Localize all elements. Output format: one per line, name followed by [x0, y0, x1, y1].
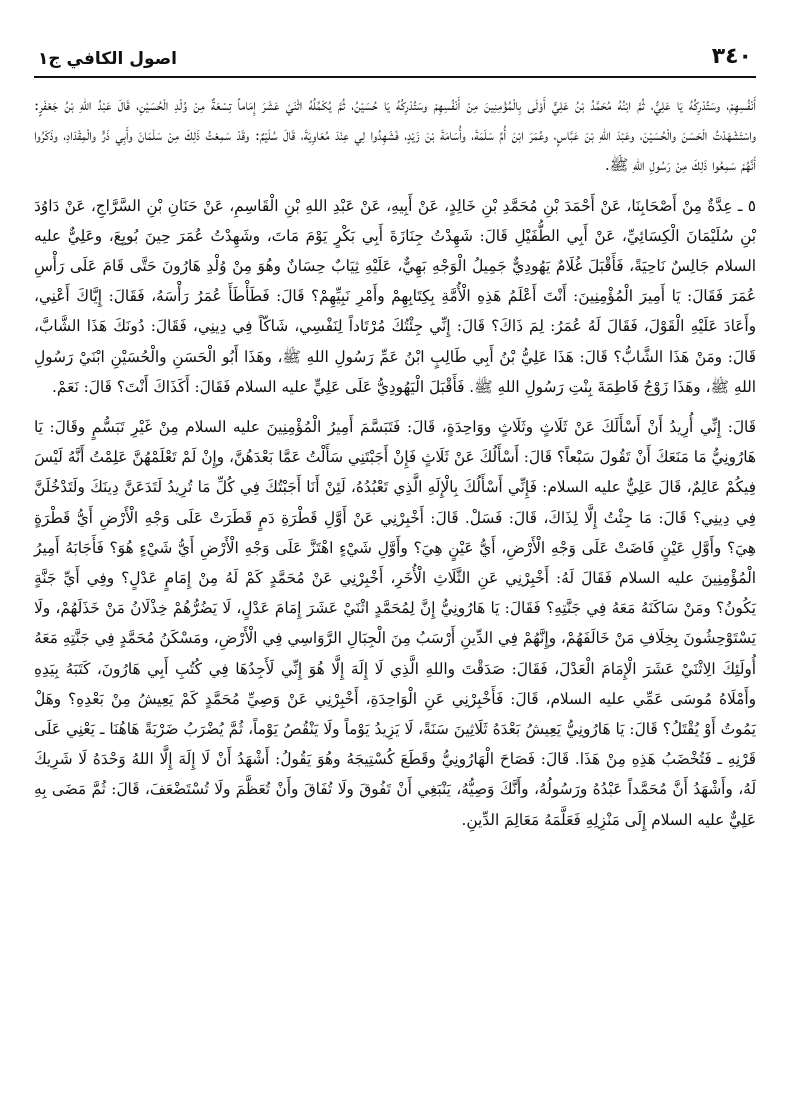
paragraph: ٥ ـ عِدَّةٌ مِنْ أَصْحَابِنَا، عَنْ أَحْمَدَ بْنِ مُحَمَّدِ بْنِ خَالِدٍ، عَنْ أَبِيهِ، عَنْ عَبْدِ اللهِ بْنِ الْقَاسِمِ، عَنْ حَنَانِ بْنِ السَّرَّاجِ، عَنْ دَاوُدَ بْنِ سُلَيْمَانَ الْكِسَائِيِّ، عَنْ أَبِي الطُّفَيْلِ قَالَ: شَهِدْتُ جِنَازَةَ أَبِي بَكْرٍ يَوْمَ مَاتَ، وشَهِدْتُ عُمَرَ حِينَ بُويِعَ، وعَلِيٌّ عليه السلام جَالِسٌ نَاحِيَةً، فَأَقْبَلَ غُلَامٌ يَهُودِيٌّ جَمِيلُ الْوَجْهِ بَهِيٌّ، عَلَيْهِ ثِيَابٌ حِسَانٌ وهُوَ مِنْ وُلْدِ هَارُونَ حَتَّى قَامَ عَلَى رَأْسِ عُمَرَ فَقَالَ: يَا أَمِيرَ الْمُؤْمِنِينَ: أَنْتَ أَعْلَمُ هَذِهِ الْأُمَّةِ بِكِتَابِهِمْ وأَمْرِ نَبِيِّهِمْ؟ قَالَ: فَطَأْطَأَ عُمَرُ رَأْسَهُ، فَقَالَ: إِيَّاكَ أَعْنِي، وأَعَادَ عَلَيْهِ الْقَوْلَ، فَقَالَ لَهُ عُمَرُ: لِمَ ذَاكَ؟ قَالَ: إِنِّي جِئْتُكَ مُرْتَاداً لِنَفْسِي، شَاكّاً فِي دِينِي، فَقَالَ: دُونَكَ هَذَا الشَّابَّ، قَالَ: ومَنْ هَذَا الشَّابُّ؟ قَالَ: هَذَا عَلِيُّ بْنُ أَبِي طَالِبٍ ابْنُ عَمِّ رَسُولِ اللهِ ﷺ، وهَذَا أَبُو الْحَسَنِ والْحُسَيْنِ ابْنَيْ رَسُولِ اللهِ ﷺ، وهَذَا زَوْجُ فَاطِمَةَ بِنْتِ رَسُولِ اللهِ ﷺ. فَأَقْبَلَ الْيَهُودِيُّ عَلَى عَلِيٍّ عليه السلام فَقَالَ: أَكَذَاكَ أَنْتَ؟ قَالَ: نَعَمْ.	[34, 196, 756, 396]
header-divider	[34, 76, 756, 78]
running-title: اصول الكافي ج١	[38, 49, 177, 69]
paragraph: أَنْفُسِهِمْ، وسَتُدْرِكُهُ يَا عَلِيُّ، ثُمَّ ابْنُهُ مُحَمَّدُ بْنُ عَلِيٍّ أَوْلَى بِالْمُؤْمِنِينَ مِنْ أَنْفُسِهِمْ وسَتُدْرِكُهُ يَا حُسَيْنُ، ثُمَّ يُكَمِّلُهُ اثْنَيْ عَشَرَ إِمَاماً تِسْعَةٌ مِنْ وُلْدِ الْحُسَيْنِ، قَالَ عَبْدُ اللهِ بْنُ جَعْفَرٍ: واسْتَشْهَدْتُ الْحَسَنَ والْحُسَيْنَ، وعَبْدَ اللهِ بْنَ عَبَّاسٍ، وعُمَرَ ابْنَ أُمِّ سَلَمَةَ، وأُسَامَةَ بْنَ زَيْدٍ، فَشَهِدُوا لِي عِنْدَ مُعَاوِيَةَ، قَالَ سُلَيْمٌ: وقَدْ سَمِعْتُ ذَلِكَ مِنْ سَلْمَانَ وأَبِي ذَرٍّ والْمِقْدَادِ، وذَكَرُوا أَنَّهُمْ سَمِعُوا ذَلِكَ مِنْ رَسُولِ اللهِ ﷺ.	[34, 96, 756, 175]
page-number: ٣٤٠	[711, 44, 752, 69]
body-text	[34, 90, 756, 835]
page-header	[34, 36, 756, 70]
paragraph: قَالَ: إِنِّي أُرِيدُ أَنْ أَسْأَلَكَ عَنْ ثَلَاثٍ وثَلَاثٍ ووَاحِدَةٍ، قَالَ: فَتَبَسَّمَ أَمِيرُ الْمُؤْمِنِينَ عليه السلام مِنْ غَيْرِ تَبَسُّمٍ وقَالَ: يَا هَارُونِيُّ مَا مَنَعَكَ أَنْ تَقُولَ سَبْعاً؟ قَالَ: أَسْأَلُكَ عَنْ ثَلَاثٍ فَإِنْ أَجَبْتَنِي سَأَلْتُ عَمَّا بَعْدَهُنَّ، وإِنْ لَمْ تَعْلَمْهُنَّ عَلِمْتُ أَنَّهُ لَيْسَ فِيكُمْ عَالِمٌ، قَالَ عَلِيٌّ عليه السلام: فَإِنِّي أَسْأَلُكَ بِالْإِلَهِ الَّذِي تَعْبُدُهُ، لَئِنْ أَنَا أَجَبْتُكَ فِي كُلِّ مَا تُرِيدُ لَتَدَعَنَّ دِينَكَ ولَتَدْخُلَنَّ فِي دِينِي؟ قَالَ: مَا جِئْتُ إِلَّا لِذَاكَ، قَالَ: فَسَلْ. قَالَ: أَخْبِرْنِي عَنْ أَوَّلِ قَطْرَةِ دَمٍ قَطَرَتْ عَلَى وَجْهِ الْأَرْضِ أَيُّ قَطْرَةٍ هِيَ؟ وأَوَّلِ عَيْنٍ فَاضَتْ عَلَى وَجْهِ الْأَرْضِ، أَيُّ عَيْنٍ هِيَ؟ وأَوَّلِ شَيْءٍ اهْتَزَّ عَلَى وَجْهِ الْأَرْضِ أَيُّ شَيْءٍ هُوَ؟ فَأَجَابَهُ أَمِيرُ الْمُؤْمِنِينَ عليه السلام فَقَالَ لَهُ: أَخْبِرْنِي عَنِ الثَّلَاثِ الْأُخَرِ، أَخْبِرْنِي عَنْ مُحَمَّدٍ كَمْ لَهُ مِنْ إِمَامٍ عَدْلٍ؟ وفِي أَيِّ جَنَّةٍ يَكُونُ؟ ومَنْ سَاكَنَهُ مَعَهُ فِي جَنَّتِهِ؟ فَقَالَ: يَا هَارُونِيُّ إِنَّ لِمُحَمَّدٍ اثْنَيْ عَشَرَ إِمَامَ عَدْلٍ، لَا يَضُرُّهُمْ خِذْلَانُ مَنْ خَذَلَهُمْ، ولَا يَسْتَوْحِشُونَ بِخِلَافِ مَنْ خَالَفَهُمْ، وإِنَّهُمْ فِي الدِّينِ أَرْسَبُ مِنَ الْجِبَالِ الرَّوَاسِي فِي الْأَرْضِ، ومَسْكَنُ مُحَمَّدٍ فِي جَنَّتِهِ مَعَهُ أُولَئِكَ الِاثْنَيْ عَشَرَ الْإِمَامَ الْعَدْلَ، فَقَالَ: صَدَقْتَ واللهِ الَّذِي لَا إِلَهَ إِلَّا هُوَ إِنِّي لَأَجِدُهَا فِي كُتُبِ أَبِي هَارُونَ، كَتَبَهُ بِيَدِهِ وأَمْلَاهُ مُوسَى عَمِّي عليه السلام، قَالَ: فَأَخْبِرْنِي عَنِ الْوَاحِدَةِ، أَخْبِرْنِي عَنْ وَصِيِّ مُحَمَّدٍ كَمْ يَعِيشُ مِنْ بَعْدِهِ؟ وهَلْ يَمُوتُ أَوْ يُقْتَلُ؟ قَالَ: يَا هَارُونِيُّ يَعِيشُ بَعْدَهُ ثَلَاثِينَ سَنَةً، لَا يَزِيدُ يَوْماً ولَا يَنْقُصُ يَوْماً، ثُمَّ يُضْرَبُ ضَرْبَةً هَاهُنَا ـ يَعْنِي عَلَى قَرْنِهِ ـ فَتُخْضَبُ هَذِهِ مِنْ هَذَا. قَالَ: فَصَاحَ الْهَارُونِيُّ وقَطَعَ كُسْتِيجَهُ وهُوَ يَقُولُ: أَشْهَدُ أَنْ لَا إِلَهَ إِلَّا اللهُ وَحْدَهُ لَا شَرِيكَ لَهُ، وأَشْهَدُ أَنَّ مُحَمَّداً عَبْدُهُ ورَسُولُهُ، وأَنَّكَ وَصِيُّهُ، يَنْبَغِي أَنْ تَفُوقَ ولَا تُفَاقَ وأَنْ تُعَظَّمَ ولَا تُسْتَضْعَفَ، قَالَ: ثُمَّ مَضَى بِهِ عَلِيٌّ عليه السلام إِلَى مَنْزِلِهِ فَعَلَّمَهُ مَعَالِمَ الدِّينِ.	[34, 418, 756, 829]
